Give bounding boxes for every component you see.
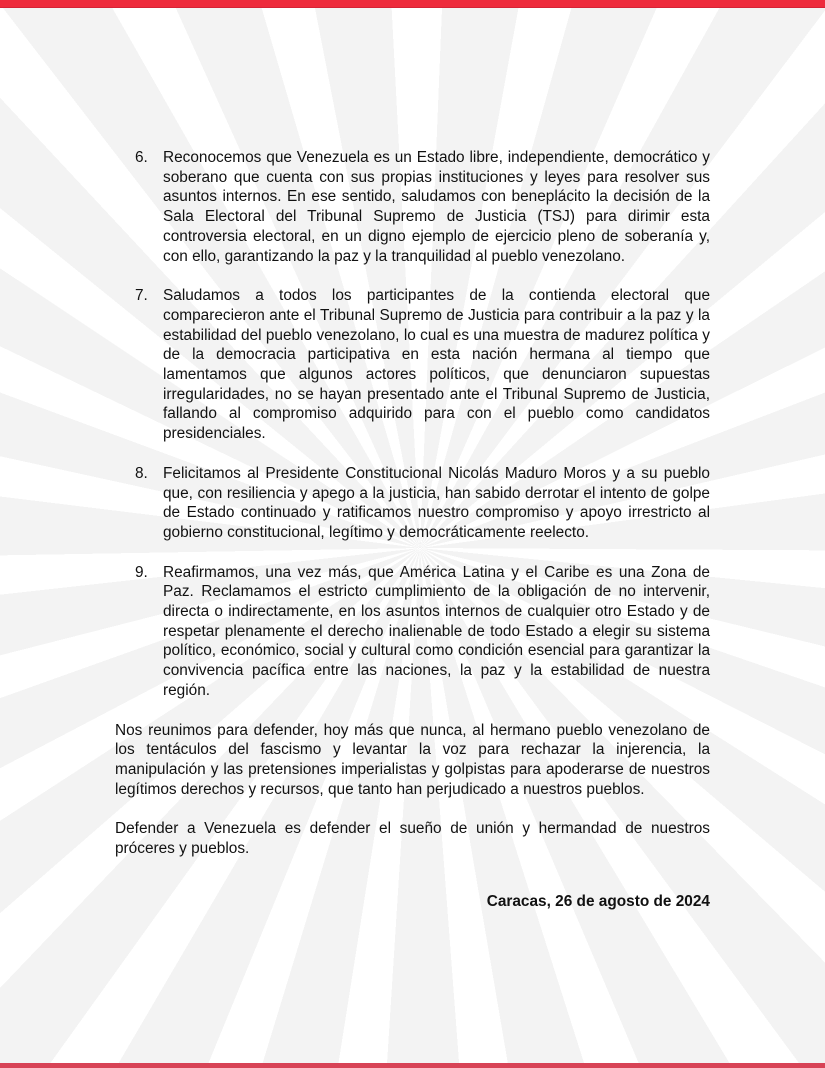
numbered-item-7 [115, 286, 710, 444]
item-text: Reafirmamos, una vez más, que América Latina y el Caribe es una Zona de Paz. Reclamamos el estricto cumplimiento de la obligación de no intervenir, directa o indirectamente, en los asuntos internos de cualquier otro Estado y de respetar plenamente el derecho inalienable de todo Estado a elegir su sistema político, económico, social y cultural como condición esencial para garantizar la convivencia pacífica entre las naciones, la paz y la estabilidad de nuestra región. [163, 563, 710, 699]
dateline: Caracas, 26 de agosto de 2024 [486, 892, 710, 910]
numbered-item-8 [115, 464, 710, 543]
item-text: Reconocemos que Venezuela es un Estado libre, independiente, democrático y soberano que cuenta con sus propias instituciones y leyes para resolver sus asuntos internos. En ese sentido, saludamos con beneplácito la decisión de la Sala Electoral del Tribunal Supremo de Justicia (TSJ) para dirimir esta controversia electoral, en un digno ejemplo de ejercicio pleno de soberanía y, con ello, garantizando la paz y la tranquilidad al pueblo venezolano. [163, 149, 710, 265]
document-body [115, 148, 710, 912]
item-number: 7. [135, 287, 148, 305]
item-text: Felicitamos al Presidente Constitucional Nicolás Maduro Moros y a su pueblo que, con resiliencia y apego a la justicia, han sabido derrotar el intento de golpe de Estado continuado y ratificamos nuestro compromiso y apoyo irrestricto al gobierno constitucional, legítimo y democráticamente reelecto. [163, 464, 710, 541]
numbered-item-9 [115, 563, 710, 701]
item-number: 8. [135, 464, 148, 482]
item-number: 6. [135, 149, 148, 166]
item-number: 9. [135, 563, 148, 581]
closing-paragraph-1: Nos reunimos para defender, hoy más que nunca, al hermano pueblo venezolano de los tentáculos del fascismo y levantar la voz para rechazar la injerencia, la manipulación y las pretensiones imperialistas y golpistas para apoderarse de nuestros legítimos derechos y recursos, que tanto han perjudicado a nuestros pueblos. [115, 721, 710, 798]
item-text: Saludamos a todos los participantes de la contienda electoral que comparecieron ante el Tribunal Supremo de Justicia para contribuir a la paz y la estabilidad del pueblo venezolano, lo cual es una muestra de madurez política y de la democracia participativa en esta nación hermana al tiempo que lamentamos que algunos actores políticos, que denunciaron supuestas irregularidades, no se hayan presentado ante el Tribunal Supremo de Justicia, fallando al compromiso adquirido para con el pueblo como candidatos presidenciales. [163, 287, 710, 443]
top-red-bar [0, 0, 825, 8]
closing-paragraph-2: Defender a Venezuela es defender el sueño de unión y hermandad de nuestros próceres y pueblos. [115, 820, 710, 858]
numbered-item-6 [115, 148, 710, 266]
bottom-red-bar [0, 1063, 825, 1068]
